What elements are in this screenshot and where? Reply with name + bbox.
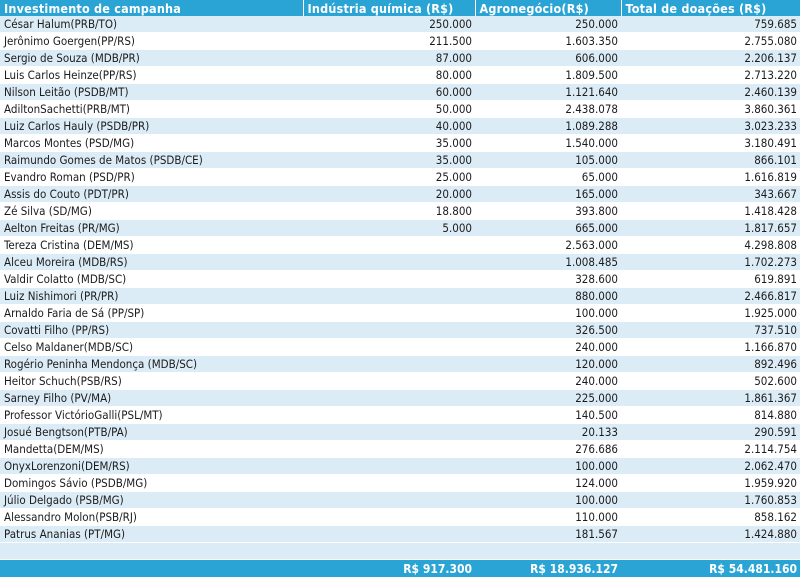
- agribusiness-cell: 124.000: [475, 475, 621, 492]
- chemical-industry-cell: 35.000: [303, 152, 475, 169]
- candidate-cell: Sarney Filho (PV/MA): [0, 390, 303, 407]
- total-donations: R$ 54.481.160: [621, 560, 800, 578]
- chemical-industry-cell: [303, 407, 475, 424]
- candidate-cell: Marcos Montes (PSD/MG): [0, 135, 303, 152]
- chemical-industry-cell: [303, 322, 475, 339]
- total-donations-cell: 1.760.853: [621, 492, 800, 509]
- table-row: [0, 118, 800, 135]
- chemical-industry-cell: [303, 424, 475, 441]
- chemical-industry-cell: 87.000: [303, 50, 475, 67]
- agribusiness-cell: 2.438.078: [475, 101, 621, 118]
- chemical-industry-cell: [303, 526, 475, 543]
- spacer-row: [0, 543, 800, 560]
- agribusiness-cell: 326.500: [475, 322, 621, 339]
- chemical-industry-cell: [303, 373, 475, 390]
- candidate-cell: Zé Silva (SD/MG): [0, 203, 303, 220]
- header-row: [0, 0, 800, 16]
- total-donations-cell: 2.466.817: [621, 288, 800, 305]
- chemical-industry-cell: 50.000: [303, 101, 475, 118]
- table-body: [0, 16, 800, 578]
- agribusiness-cell: 276.686: [475, 441, 621, 458]
- total-donations-cell: 814.880: [621, 407, 800, 424]
- total-donations-cell: 343.667: [621, 186, 800, 203]
- agribusiness-cell: 65.000: [475, 169, 621, 186]
- candidate-cell: Aelton Freitas (PR/MG): [0, 220, 303, 237]
- candidate-cell: Arnaldo Faria de Sá (PP/SP): [0, 305, 303, 322]
- candidate-cell: Luis Carlos Heinze(PP/RS): [0, 67, 303, 84]
- chemical-industry-cell: 35.000: [303, 135, 475, 152]
- chemical-industry-cell: 18.800: [303, 203, 475, 220]
- table-row: [0, 254, 800, 271]
- total-donations-cell: 2.755.080: [621, 33, 800, 50]
- table-row: [0, 186, 800, 203]
- chemical-industry-cell: [303, 288, 475, 305]
- table-row: [0, 441, 800, 458]
- table-row: [0, 169, 800, 186]
- candidate-cell: Heitor Schuch(PSB/RS): [0, 373, 303, 390]
- total-donations-cell: 2.460.139: [621, 84, 800, 101]
- chemical-industry-cell: [303, 305, 475, 322]
- table-row: [0, 67, 800, 84]
- header-chemical-industry: Indústria química (R$): [303, 0, 475, 16]
- table-row: [0, 84, 800, 101]
- table-row: [0, 152, 800, 169]
- table-row: [0, 322, 800, 339]
- total-donations-cell: 502.600: [621, 373, 800, 390]
- total-donations-cell: 737.510: [621, 322, 800, 339]
- agribusiness-cell: 1.121.640: [475, 84, 621, 101]
- total-agribusiness: R$ 18.936.127: [475, 560, 621, 578]
- candidate-cell: Domingos Sávio (PSDB/MG): [0, 475, 303, 492]
- total-donations-cell: 2.062.470: [621, 458, 800, 475]
- chemical-industry-cell: [303, 509, 475, 526]
- chemical-industry-cell: [303, 339, 475, 356]
- agribusiness-cell: 110.000: [475, 509, 621, 526]
- table-row: [0, 288, 800, 305]
- agribusiness-cell: 100.000: [475, 305, 621, 322]
- table-header: [0, 0, 800, 16]
- chemical-industry-cell: 20.000: [303, 186, 475, 203]
- totals-row: [0, 560, 800, 578]
- agribusiness-cell: 100.000: [475, 458, 621, 475]
- candidate-cell: Patrus Ananias (PT/MG): [0, 526, 303, 543]
- candidate-cell: Luiz Carlos Hauly (PSDB/PR): [0, 118, 303, 135]
- total-donations-cell: 858.162: [621, 509, 800, 526]
- agribusiness-cell: 328.600: [475, 271, 621, 288]
- totals-label: [0, 560, 303, 578]
- chemical-industry-cell: [303, 492, 475, 509]
- chemical-industry-cell: [303, 458, 475, 475]
- table-row: [0, 424, 800, 441]
- candidate-cell: Assis do Couto (PDT/PR): [0, 186, 303, 203]
- table-row: [0, 271, 800, 288]
- total-donations-cell: 866.101: [621, 152, 800, 169]
- candidate-cell: Alessandro Molon(PSB/RJ): [0, 509, 303, 526]
- chemical-industry-cell: 60.000: [303, 84, 475, 101]
- agribusiness-cell: 1.008.485: [475, 254, 621, 271]
- candidate-cell: Júlio Delgado (PSB/MG): [0, 492, 303, 509]
- agribusiness-cell: 2.563.000: [475, 237, 621, 254]
- agribusiness-cell: 120.000: [475, 356, 621, 373]
- agribusiness-cell: 240.000: [475, 339, 621, 356]
- agribusiness-cell: 1.540.000: [475, 135, 621, 152]
- agribusiness-cell: 1.809.500: [475, 67, 621, 84]
- table-row: [0, 305, 800, 322]
- agribusiness-cell: 240.000: [475, 373, 621, 390]
- total-donations-cell: 1.817.657: [621, 220, 800, 237]
- table-row: [0, 492, 800, 509]
- total-donations-cell: 759.685: [621, 16, 800, 33]
- table-row: [0, 509, 800, 526]
- candidate-cell: Rogério Peninha Mendonça (MDB/SC): [0, 356, 303, 373]
- header-candidate: Investimento de campanha: [0, 0, 303, 16]
- total-donations-cell: 1.702.273: [621, 254, 800, 271]
- candidate-cell: Sergio de Souza (MDB/PR): [0, 50, 303, 67]
- total-donations-cell: 2.114.754: [621, 441, 800, 458]
- total-donations-cell: 2.713.220: [621, 67, 800, 84]
- total-donations-cell: 1.959.920: [621, 475, 800, 492]
- agribusiness-cell: 181.567: [475, 526, 621, 543]
- chemical-industry-cell: [303, 356, 475, 373]
- spacer-cell: [475, 543, 621, 560]
- agribusiness-cell: 165.000: [475, 186, 621, 203]
- agribusiness-cell: 1.089.288: [475, 118, 621, 135]
- table-row: [0, 33, 800, 50]
- candidate-cell: Luiz Nishimori (PR/PR): [0, 288, 303, 305]
- candidate-cell: OnyxLorenzoni(DEM/RS): [0, 458, 303, 475]
- header-agribusiness: Agronegócio(R$): [475, 0, 621, 16]
- chemical-industry-cell: [303, 390, 475, 407]
- total-donations-cell: 1.424.880: [621, 526, 800, 543]
- candidate-cell: Professor VictórioGalli(PSL/MT): [0, 407, 303, 424]
- agribusiness-cell: 606.000: [475, 50, 621, 67]
- agribusiness-cell: 225.000: [475, 390, 621, 407]
- candidate-cell: Mandetta(DEM/MS): [0, 441, 303, 458]
- spacer-cell: [0, 543, 303, 560]
- total-donations-cell: 3.180.491: [621, 135, 800, 152]
- agribusiness-cell: 20.133: [475, 424, 621, 441]
- candidate-cell: Covatti Filho (PP/RS): [0, 322, 303, 339]
- candidate-cell: Jerônimo Goergen(PP/RS): [0, 33, 303, 50]
- chemical-industry-cell: 25.000: [303, 169, 475, 186]
- table-row: [0, 390, 800, 407]
- candidate-cell: Evandro Roman (PSD/PR): [0, 169, 303, 186]
- total-donations-cell: 3.860.361: [621, 101, 800, 118]
- table-row: [0, 407, 800, 424]
- chemical-industry-cell: [303, 475, 475, 492]
- table-row: [0, 203, 800, 220]
- agribusiness-cell: 105.000: [475, 152, 621, 169]
- candidate-cell: Josué Bengtson(PTB/PA): [0, 424, 303, 441]
- chemical-industry-cell: 211.500: [303, 33, 475, 50]
- spacer-cell: [621, 543, 800, 560]
- candidate-cell: Valdir Colatto (MDB/SC): [0, 271, 303, 288]
- agribusiness-cell: 880.000: [475, 288, 621, 305]
- agribusiness-cell: 1.603.350: [475, 33, 621, 50]
- total-donations-cell: 619.891: [621, 271, 800, 288]
- table-row: [0, 16, 800, 33]
- total-donations-cell: 892.496: [621, 356, 800, 373]
- total-donations-cell: 3.023.233: [621, 118, 800, 135]
- table-row: [0, 526, 800, 543]
- candidate-cell: Nilson Leitão (PSDB/MT): [0, 84, 303, 101]
- chemical-industry-cell: 5.000: [303, 220, 475, 237]
- chemical-industry-cell: [303, 237, 475, 254]
- header-total-donations: Total de doações (R$): [621, 0, 800, 16]
- total-donations-cell: 1.925.000: [621, 305, 800, 322]
- total-donations-cell: 290.591: [621, 424, 800, 441]
- agribusiness-cell: 665.000: [475, 220, 621, 237]
- candidate-cell: Alceu Moreira (MDB/RS): [0, 254, 303, 271]
- candidate-cell: AdiltonSachetti(PRB/MT): [0, 101, 303, 118]
- total-donations-cell: 1.166.870: [621, 339, 800, 356]
- chemical-industry-cell: 250.000: [303, 16, 475, 33]
- candidate-cell: Tereza Cristina (DEM/MS): [0, 237, 303, 254]
- chemical-industry-cell: 80.000: [303, 67, 475, 84]
- table-row: [0, 220, 800, 237]
- total-donations-cell: 4.298.808: [621, 237, 800, 254]
- table-row: [0, 339, 800, 356]
- chemical-industry-cell: [303, 254, 475, 271]
- table-row: [0, 475, 800, 492]
- table-row: [0, 101, 800, 118]
- candidate-cell: Raimundo Gomes de Matos (PSDB/CE): [0, 152, 303, 169]
- spacer-cell: [303, 543, 475, 560]
- total-chemical-industry: R$ 917.300: [303, 560, 475, 578]
- table-row: [0, 458, 800, 475]
- table-row: [0, 135, 800, 152]
- agribusiness-cell: 140.500: [475, 407, 621, 424]
- table-row: [0, 356, 800, 373]
- table-row: [0, 50, 800, 67]
- total-donations-cell: 1.616.819: [621, 169, 800, 186]
- table-row: [0, 237, 800, 254]
- total-donations-cell: 1.418.428: [621, 203, 800, 220]
- chemical-industry-cell: 40.000: [303, 118, 475, 135]
- total-donations-cell: 2.206.137: [621, 50, 800, 67]
- chemical-industry-cell: [303, 271, 475, 288]
- agribusiness-cell: 250.000: [475, 16, 621, 33]
- table-row: [0, 373, 800, 390]
- agribusiness-cell: 100.000: [475, 492, 621, 509]
- candidate-cell: César Halum(PRB/TO): [0, 16, 303, 33]
- candidate-cell: Celso Maldaner(MDB/SC): [0, 339, 303, 356]
- total-donations-cell: 1.861.367: [621, 390, 800, 407]
- chemical-industry-cell: [303, 441, 475, 458]
- agribusiness-cell: 393.800: [475, 203, 621, 220]
